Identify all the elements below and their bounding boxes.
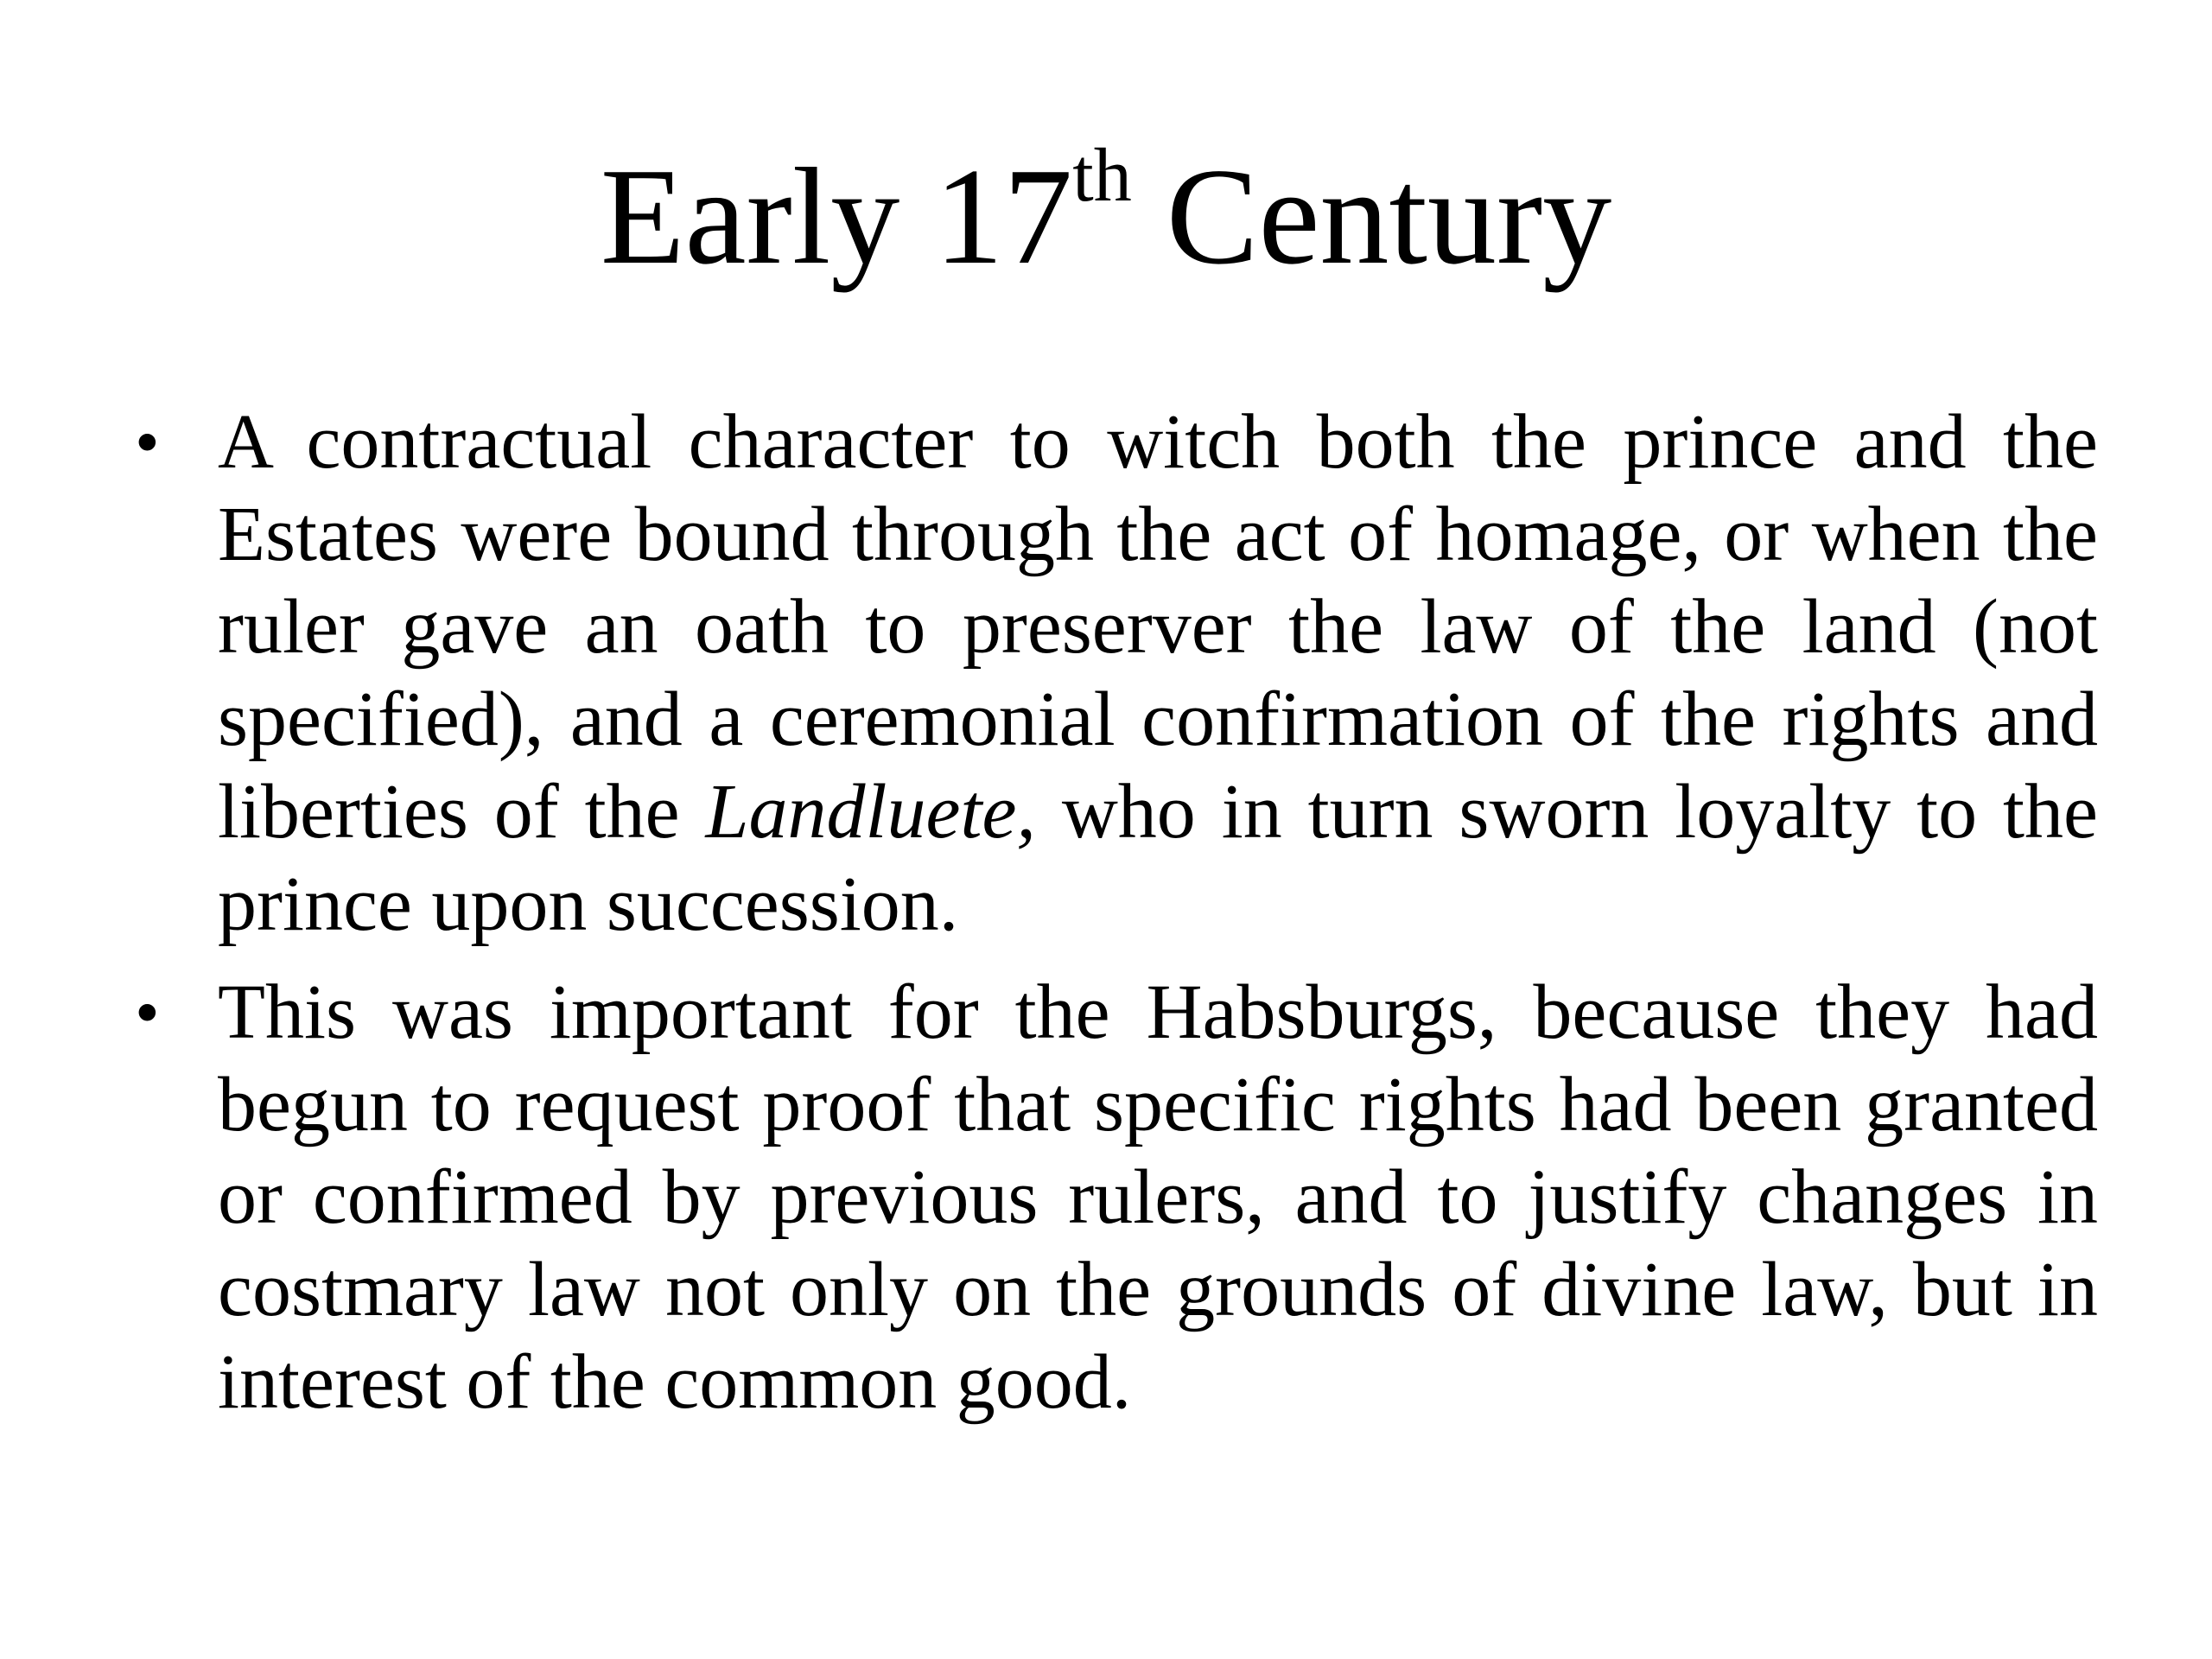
bullet-text-before: A contractual character to witch both the prince and the Estates were bound through the act of homage, or when the ruler gave an oath to preserver the law of the land (not specified), and a ceremonial confirmation of the rights and liberties of the <box>218 399 2098 855</box>
title-suffix: Century <box>1131 139 1612 293</box>
bullet-list <box>135 396 2098 1444</box>
bullet-marker: • <box>135 973 160 1052</box>
title-main: Early 17 <box>600 139 1073 293</box>
bullet-item-contractual <box>135 396 2098 950</box>
title-superscript: th <box>1072 133 1132 218</box>
bullet-text: This was important for the Habsburgs, because they had begun to request proof that specific rights had been granted or confirmed by previous rulers, and to justify changes in costmary law not only on the grounds of divine law, but in interest of the common good. <box>218 969 2098 1425</box>
bullet-text-after: who in turn sworn loyalty to the prince upon succession. <box>218 769 2098 947</box>
bullet-item-habsburgs <box>135 966 2098 1428</box>
bullet-text-italic: Landluete, <box>705 769 1036 855</box>
bullet-text <box>218 399 2098 947</box>
slide-title <box>0 130 2212 302</box>
bullet-marker: • <box>135 403 160 481</box>
